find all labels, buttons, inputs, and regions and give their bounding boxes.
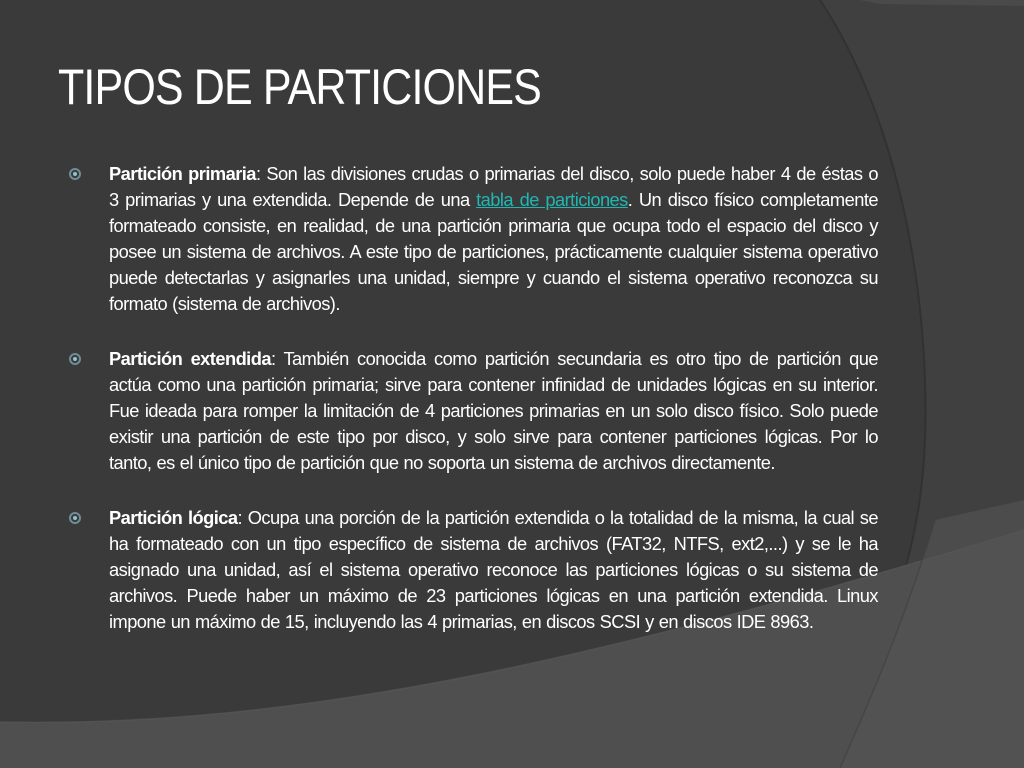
circle-dot-icon [69,168,81,180]
description-text: También conocida como partición secundaria es otro tipo de partición que actúa como una partición primaria; sirve para contener infinidad de unidades lógicas en su interior. Fue ideada para romper la limitación de 4 particiones primarias en un solo disco físico. Solo puede existir una partición de este tipo por disco, y solo sirve para contener particiones lógicas. Por lo tanto, es el único tipo de partición que no soporta un sistema de archivos directamente. [109,348,878,473]
list-item-particion-logica [68,505,878,635]
bullet-text: Partición lógica: Ocupa una porción de la partición extendida o la totalidad de la misma, la cual se ha formateado con un tipo específico de sistema de archivos (FAT32, NTFS, ext2,...) y se le ha asignado una unidad, así el sistema operativo reconoce las particiones lógicas o su sistema de archivos. Puede haber un máximo de 23 particiones lógicas en una partición extendida. Linux impone un máximo de 15, incluyendo las 4 primarias, en discos SCSI y en discos IDE 8963. [109,507,878,632]
bullet-list [68,161,878,664]
term-label: Partición lógica [109,507,238,528]
circle-dot-icon [69,512,81,524]
circle-dot-icon [69,353,81,365]
bullet-text: Partición primaria: Son las divisiones crudas o primarias del disco, solo puede haber 4 de éstas o 3 primarias y una extendida. Depende de una tabla de particiones. Un disco físico completamente formateado consiste, en realidad, de una partición primaria que ocupa todo el espacio del disco y posee un sistema de archivos. A este tipo de particiones, prácticamente cualquier sistema operativo puede detectarlas y asignarles una unidad, siempre y cuando el sistema operativo reconozca su formato (sistema de archivos). [109,163,879,314]
term-label: Partición extendida [109,348,271,369]
term-label: Partición primaria [109,163,256,184]
list-item-particion-extendida [68,346,878,476]
description-text: Ocupa una porción de la partición extendida o la totalidad de la misma, la cual se ha formateado con un tipo específico de sistema de archivos (FAT32, NTFS, ext2,...) y se le ha asignado una unidad, así el sistema operativo reconoce las particiones lógicas o su sistema de archivos. Puede haber un máximo de 23 particiones lógicas en una partición extendida. Linux impone un máximo de 15, incluyendo las 4 primarias, en discos SCSI y en discos IDE 8963. [109,507,878,632]
slide-title: TIPOS DE PARTICIONES [58,59,541,115]
tabla-de-particiones-link[interactable]: tabla de particiones [476,189,628,210]
description-text: . Un disco físico completamente formateado consiste, en realidad, de una partición primaria que ocupa todo el espacio del disco y posee un sistema de archivos. A este tipo de particiones, prácticamente cualquier sistema operativo puede detectarlas y asignarles una unidad, siempre y cuando el sistema operativo reconozca su formato (sistema de archivos). [109,189,878,314]
bullet-text: Partición extendida: También conocida como partición secundaria es otro tipo de partición que actúa como una partición primaria; sirve para contener infinidad de unidades lógicas en su interior. Fue ideada para romper la limitación de 4 particiones primarias en un solo disco físico. Solo puede existir una partición de este tipo por disco, y solo sirve para contener particiones lógicas. Por lo tanto, es el único tipo de partición que no soporta un sistema de archivos directamente. [109,348,878,473]
list-item-particion-primaria [68,161,878,317]
description-text: Son las divisiones crudas o primarias del disco, solo puede haber 4 de éstas o 3 primarias y una extendida. Depende de una [109,163,879,210]
